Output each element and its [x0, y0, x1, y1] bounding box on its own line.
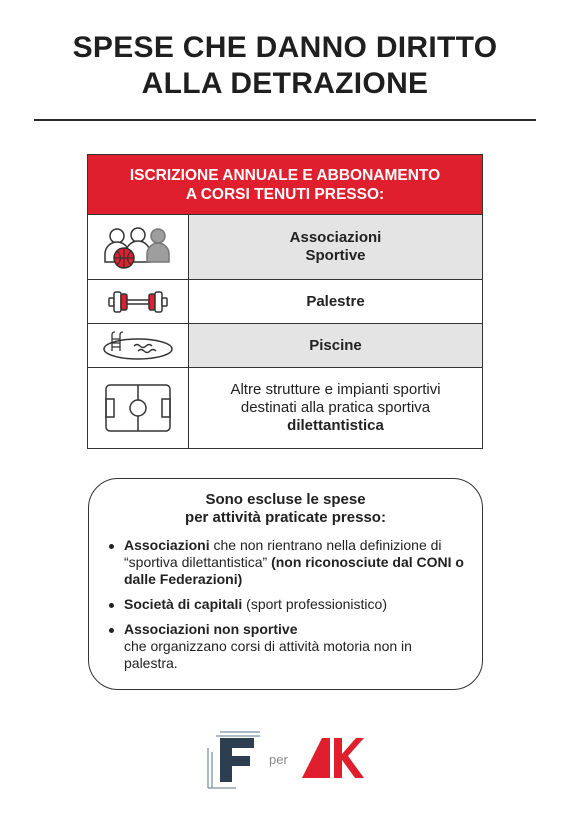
row-text [189, 368, 482, 448]
exclusions-title-line-2: per attività praticate presso: [185, 509, 386, 526]
item-bold-2: (non riconosciute dal CONI o dalle Federazioni) [124, 554, 464, 587]
row-text [189, 324, 482, 367]
page-title-line-2: ALLA DETRAZIONE [141, 67, 429, 100]
eligible-expenses-table [87, 154, 483, 449]
table-header-line-1: ISCRIZIONE ANNUALE E ABBONAMENTO [129, 166, 441, 184]
row-label-line-2: Sportive [305, 247, 366, 264]
people-basketball-icon [88, 215, 189, 279]
table-row [88, 367, 482, 448]
list-item [107, 596, 469, 613]
row-label-line-1: Piscine [309, 336, 362, 354]
f-logo [206, 713, 264, 795]
swimming-pool-icon [88, 324, 189, 367]
table-row [88, 279, 482, 323]
dumbbell-icon [88, 280, 189, 323]
row-text [189, 215, 482, 279]
row-label-line-1: Palestre [306, 292, 365, 310]
sports-field-icon [88, 368, 189, 448]
table-header [88, 155, 482, 214]
row-label-line-1: Altre strutture e impianti sportivi [230, 381, 441, 398]
table-row [88, 214, 482, 279]
exclusions-title-line-1: Sono escluse le spese [205, 491, 366, 508]
exclusions-title [89, 491, 482, 527]
page-title [0, 30, 570, 102]
item-bold: Associazioni [124, 537, 210, 553]
ak-logo [300, 721, 364, 787]
row-label-line-2: destinati alla pratica sportiva [240, 399, 431, 416]
ak-logo-text: AK [300, 721, 322, 738]
exclusions-box [88, 478, 483, 690]
row-label-line-1: Associazioni [289, 229, 382, 246]
list-item [107, 621, 469, 672]
item-bold: Associazioni non sportive [124, 621, 298, 637]
f-logo-text: F [206, 713, 216, 730]
list-item [107, 537, 469, 588]
item-text: che organizzano corsi di attività motoria non in palestra. [124, 638, 412, 671]
item-text: che non rientrano nella definizione di “sportiva dilettantistica” [124, 537, 442, 570]
footer [0, 713, 570, 796]
table-header-line-2: A CORSI TENUTI PRESSO: [185, 185, 385, 203]
connector-text: per [269, 752, 288, 767]
page-title-line-1: SPESE CHE DANNO DIRITTO [72, 31, 498, 64]
exclusions-list [107, 537, 469, 680]
row-text [189, 280, 482, 323]
table-row [88, 323, 482, 367]
title-divider [34, 119, 536, 121]
row-label-line-3: dilettantistica [287, 417, 384, 434]
item-text: (sport professionistico) [242, 596, 387, 612]
item-bold: Società di capitali [124, 596, 243, 612]
